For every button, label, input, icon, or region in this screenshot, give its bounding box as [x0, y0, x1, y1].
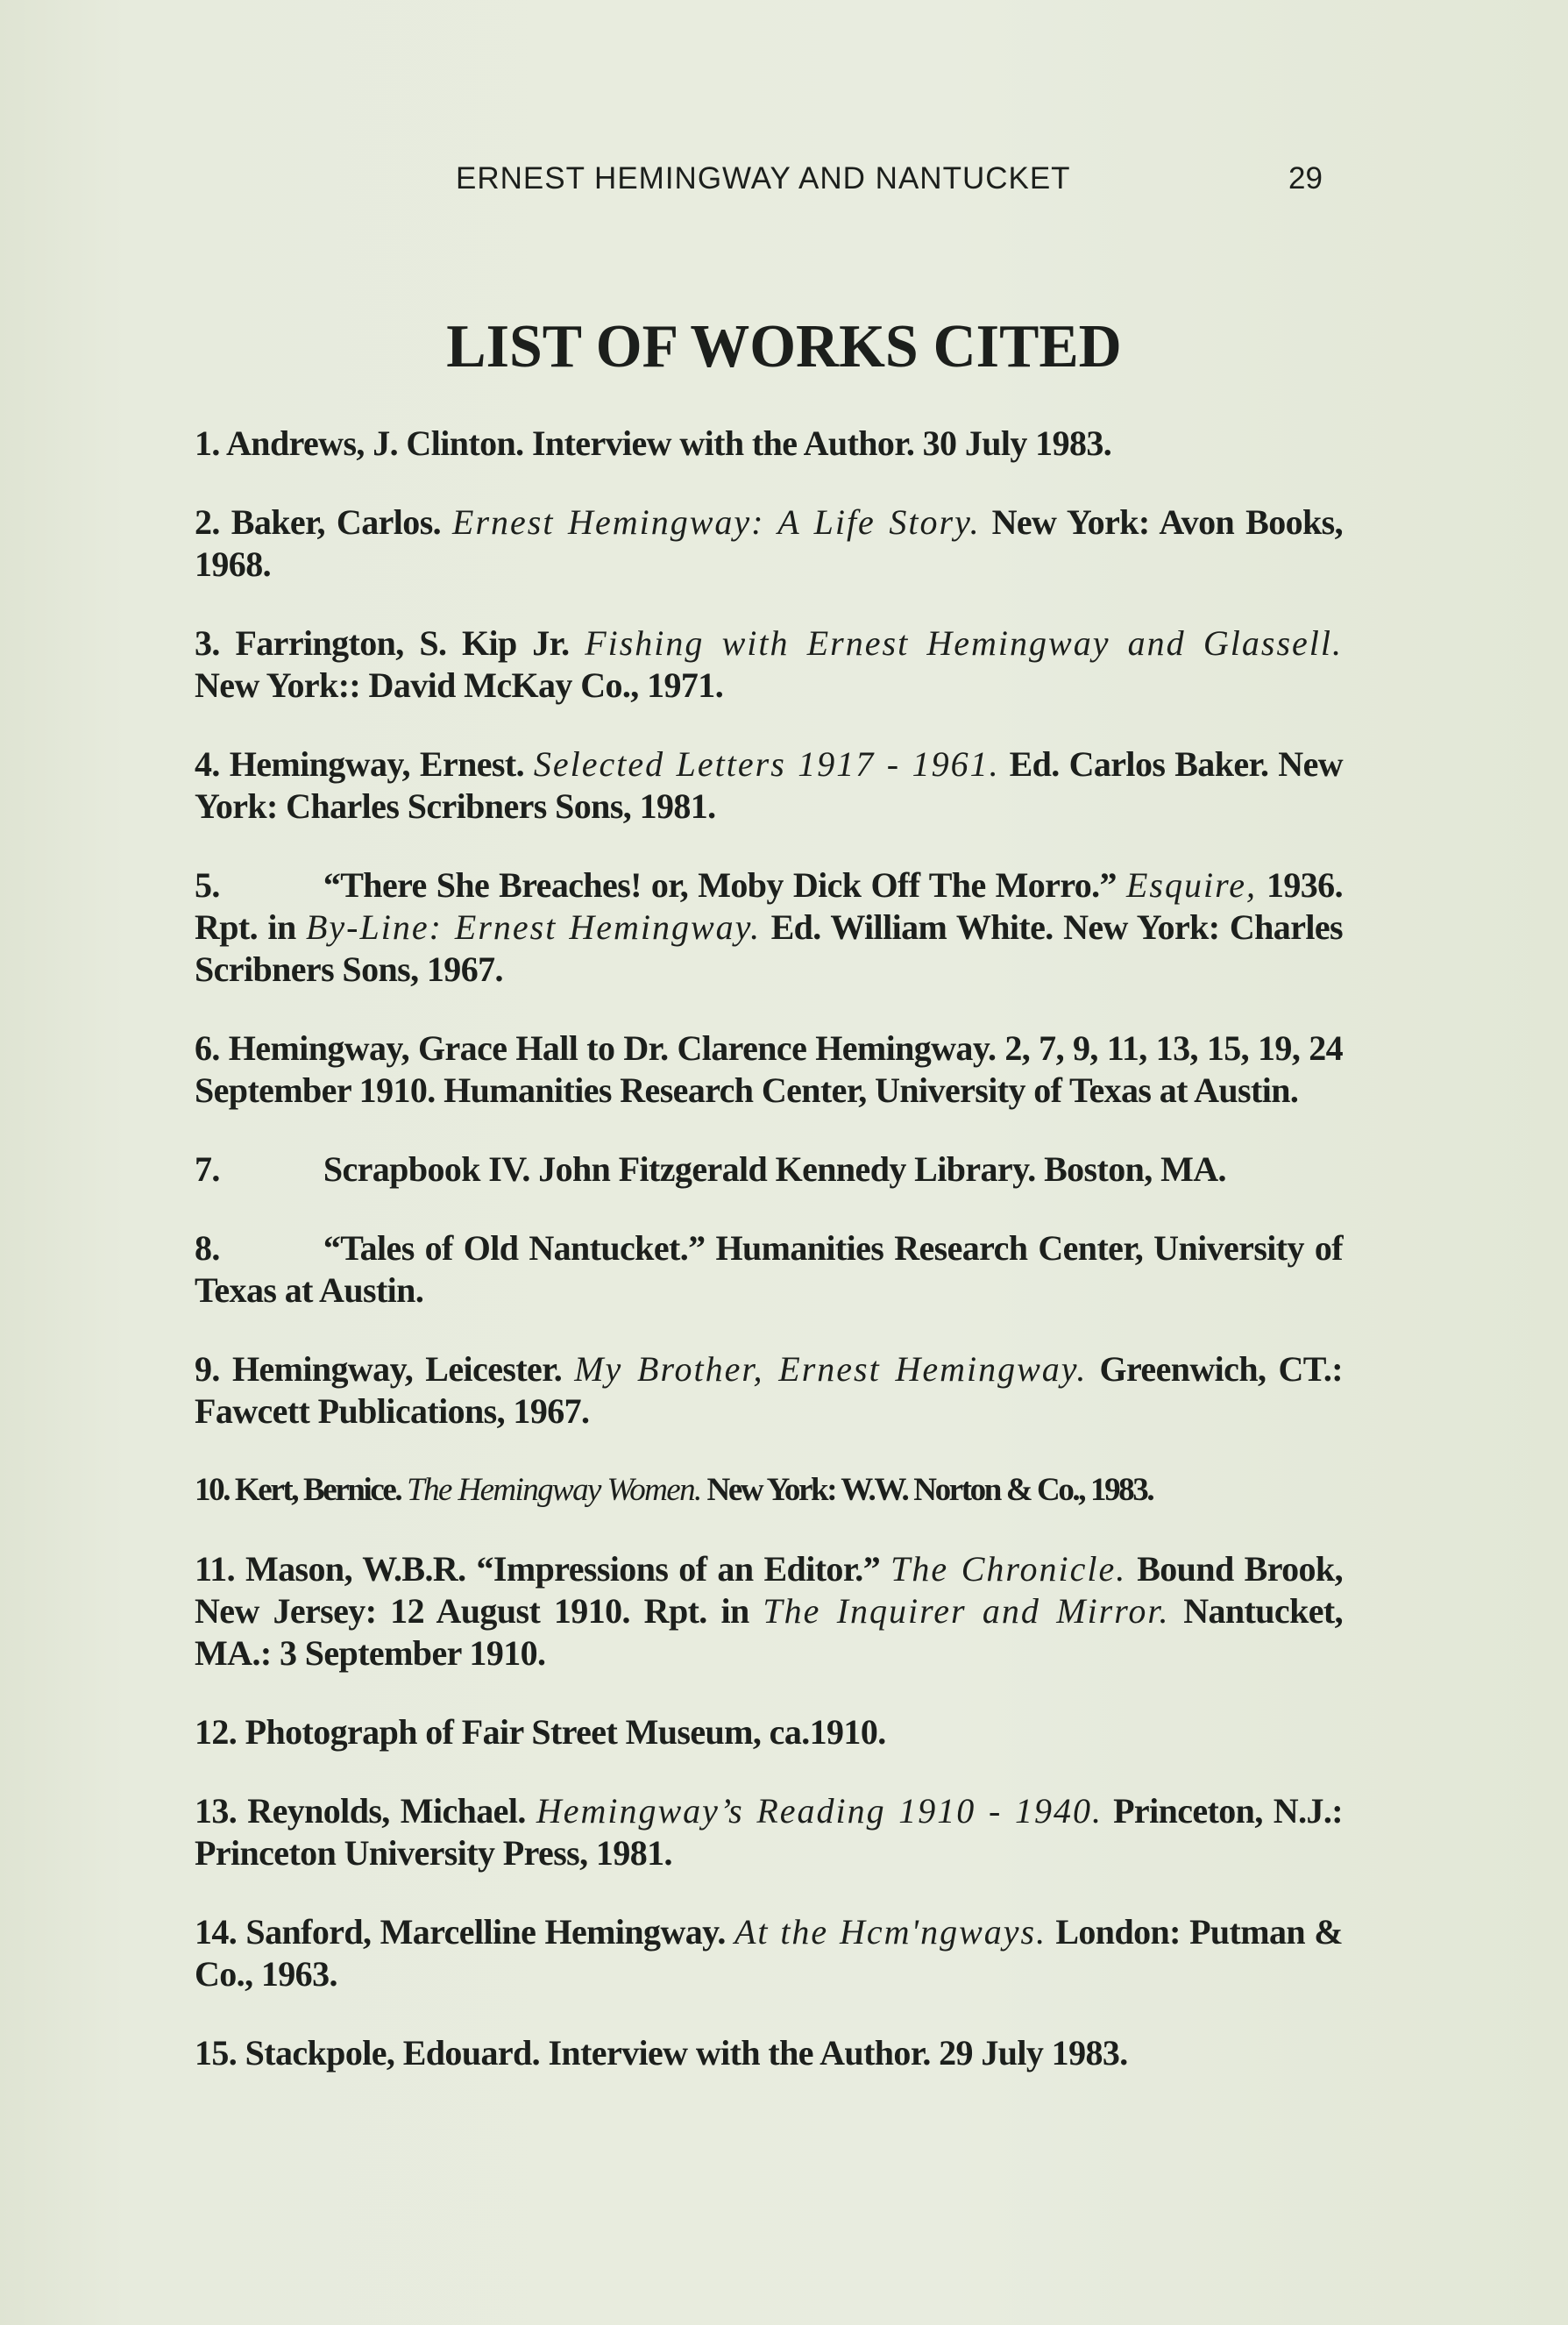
citation-text: Kert, Bernice. [234, 1472, 401, 1508]
citation-entry [195, 1711, 1343, 1753]
citation-text: Greenwich, CT.: Fawcett Publications, 1967. [195, 1349, 1344, 1431]
citation-text: London: Putman & Co., 1963. [195, 1912, 1343, 1994]
citation-entry [195, 1911, 1343, 1995]
citation-text: New York: Avon Books, 1968. [195, 502, 1344, 584]
citation-title: The Inquirer and Mirror. [763, 1591, 1170, 1631]
citation-number: 1. [195, 423, 220, 463]
citation-number: 4. [195, 744, 220, 784]
citation-entry [195, 1027, 1343, 1112]
running-header: ERNEST HEMINGWAY AND NANTUCKET [456, 161, 1071, 196]
citation-text: “Tales of Old Nantucket.” Humanities Research Center, University of Texas at Austin. [195, 1228, 1343, 1310]
citation-entry [195, 864, 1343, 991]
citation-entry [195, 423, 1343, 465]
citation-entry [195, 1790, 1343, 1874]
citation-text: Andrews, J. Clinton. Interview with the Author. 30 July 1983. [226, 423, 1112, 463]
citation-text: Photograph of Fair Street Museum, ca.1910. [245, 1712, 886, 1752]
citation-title: Ernest Hemingway: A Life Story. [452, 502, 981, 542]
citation-number: 13. [195, 1791, 238, 1831]
citation-entry [195, 622, 1343, 707]
citation-text: Mason, W.B.R. “Impressions of an Editor.” [245, 1549, 881, 1589]
citation-entry [195, 743, 1343, 828]
citation-text: 1936. Rpt. in [195, 865, 1343, 947]
citation-title: By-Line: Ernest Hemingway. [305, 907, 762, 947]
citation-number: 7. [195, 1149, 220, 1189]
page-number: 29 [1288, 161, 1323, 196]
citation-number: 3. [195, 623, 220, 663]
citation-title: Hemingway’s Reading 1910 - 1940. [536, 1791, 1103, 1831]
citation-number: 12. [195, 1712, 238, 1752]
citation-number: 10. [195, 1472, 230, 1508]
citation-text: Scrapbook IV. John Fitzgerald Kennedy Library. Boston, MA. [323, 1149, 1226, 1189]
page-title: LIST OF WORKS CITED [446, 313, 1122, 380]
citation-text: Bound Brook, New Jersey: 12 August 1910. Rpt. in [195, 1549, 1343, 1631]
citation-title: Fishing with Ernest Hemingway and Glassell. [585, 623, 1344, 663]
citation-text: Hemingway, Grace Hall to Dr. Clarence Hemingway. 2, 7, 9, 11, 13, 15, 19, 24 September 1910. Humanities Research Center, University of Texas at Austin. [195, 1028, 1343, 1110]
citation-text: Baker, Carlos. [231, 502, 442, 542]
citation-number: 15. [195, 2033, 238, 2073]
citation-title: My Brother, Ernest Hemingway. [574, 1349, 1088, 1389]
citation-text: New York: W.W. Norton & Co., 1983. [706, 1472, 1153, 1508]
citation-text: Sanford, Marcelline Hemingway. [245, 1912, 726, 1952]
citation-text: “There She Breaches! or, Moby Dick Off The Morro.” [323, 865, 1117, 905]
citation-number: 14. [195, 1912, 238, 1952]
citation-text: Farrington, S. Kip Jr. [235, 623, 570, 663]
works-cited-list [195, 423, 1343, 2111]
citation-title: Selected Letters 1917 - 1961. [533, 744, 1000, 784]
citation-entry [195, 1548, 1343, 1674]
citation-entry [195, 1148, 1343, 1191]
citation-entry [195, 1227, 1343, 1312]
citation-title: The Chronicle. [890, 1549, 1127, 1589]
citation-text: Princeton, N.J.: Princeton University Press, 1981. [195, 1791, 1344, 1873]
citation-text: New York:: David McKay Co., 1971. [195, 665, 724, 705]
citation-text: Ed. Carlos Baker. New York: Charles Scribners Sons, 1981. [195, 744, 1344, 826]
citation-title: The Hemingway Women. [407, 1472, 701, 1508]
citation-entry [195, 1469, 1343, 1511]
citation-number: 9. [195, 1349, 220, 1389]
citation-entry [195, 1348, 1343, 1433]
citation-number: 11. [195, 1549, 235, 1589]
citation-number: 6. [195, 1028, 220, 1068]
citation-title: At the Hcm'ngways. [734, 1912, 1047, 1952]
citation-entry [195, 501, 1343, 586]
citation-text: Hemingway, Leicester. [231, 1349, 563, 1389]
citation-text: Stackpole, Edouard. Interview with the Author. 29 July 1983. [245, 2033, 1128, 2073]
citation-number: 8. [195, 1228, 220, 1268]
citation-entry [195, 2032, 1343, 2074]
citation-text: Ed. William White. New York: Charles Scribners Sons, 1967. [195, 907, 1343, 989]
citation-number: 2. [195, 502, 220, 542]
citation-text: Nantucket, MA.: 3 September 1910. [195, 1591, 1343, 1673]
citation-number: 5. [195, 865, 220, 905]
citation-title: Esquire, [1126, 865, 1257, 905]
citation-text: Hemingway, Ernest. [229, 744, 524, 784]
citation-text: Reynolds, Michael. [247, 1791, 526, 1831]
